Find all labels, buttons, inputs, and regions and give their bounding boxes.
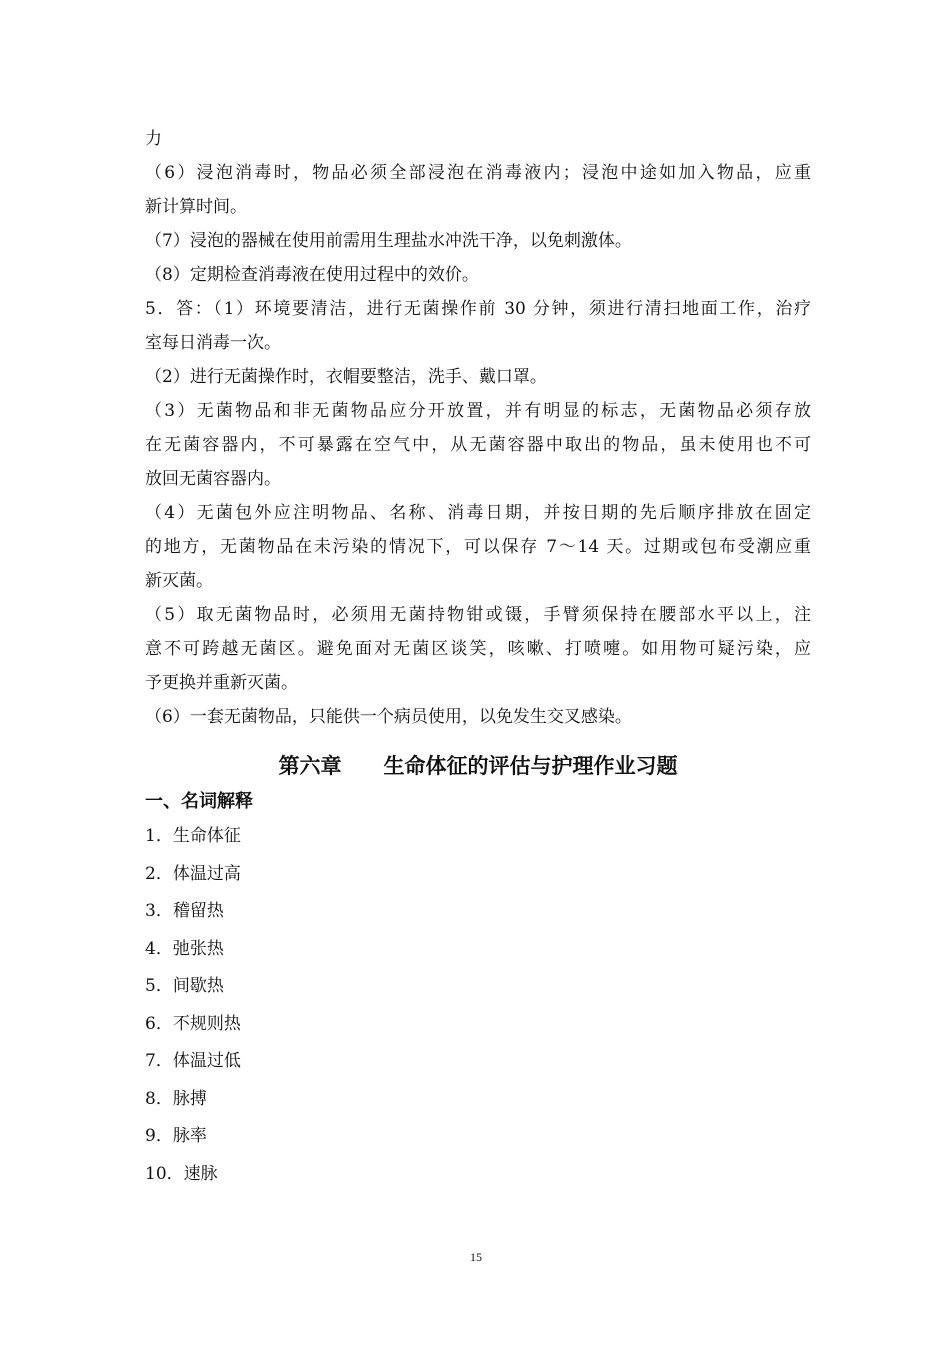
chapter-title: 第六章 生命体征的评估与护理作业习题 bbox=[278, 754, 678, 778]
text-line: 力 bbox=[145, 129, 162, 149]
answer-paragraphs bbox=[145, 122, 811, 734]
text-line: 新灭菌。 bbox=[145, 571, 213, 591]
term-list bbox=[145, 818, 811, 1193]
term-item: 7．体温过低 bbox=[145, 1051, 241, 1071]
text-line: （2）进行无菌操作时，衣帽要整洁，洗手、戴口罩。 bbox=[145, 367, 547, 387]
text-line: （5）取无菌物品时，必须用无菌持物钳或镊，手臂须保持在腰部水平以上，注 bbox=[145, 605, 811, 625]
text-line: （7）浸泡的器械在使用前需用生理盐水冲洗干净，以免刺激体。 bbox=[145, 231, 632, 251]
term-item: 1．生命体征 bbox=[145, 826, 241, 846]
text-line: （3）无菌物品和非无菌物品应分开放置，并有明显的标志，无菌物品必须存放 bbox=[145, 401, 811, 421]
term-item: 3．稽留热 bbox=[145, 901, 224, 921]
term-item: 6．不规则热 bbox=[145, 1013, 241, 1034]
text-line: （4）无菌包外应注明物品、名称、消毒日期，并按日期的先后顺序排放在固定 bbox=[145, 503, 811, 523]
text-line: 予更换并重新灭菌。 bbox=[145, 673, 298, 693]
text-line: 意不可跨越无菌区。避免面对无菌区谈笑，咳嗽、打喷嚏。如用物可疑污染，应 bbox=[145, 639, 811, 659]
term-item: 4．弛张热 bbox=[145, 938, 224, 959]
term-item: 8．脉搏 bbox=[145, 1088, 207, 1109]
text-line: （6）浸泡消毒时，物品必须全部浸泡在消毒液内；浸泡中途如加入物品，应重 bbox=[145, 163, 811, 183]
text-line: （8）定期检查消毒液在使用过程中的效价。 bbox=[145, 265, 479, 285]
text-line: 5．答：（1）环境要清洁，进行无菌操作前 30 分钟，须进行清扫地面工作，治疗 bbox=[145, 299, 811, 319]
term-item: 2．体温过高 bbox=[145, 863, 241, 884]
text-line: （6）一套无菌物品，只能供一个病员使用，以免发生交叉感染。 bbox=[145, 707, 632, 727]
text-line: 新计算时间。 bbox=[145, 197, 247, 217]
section-heading: 一、名词解释 bbox=[145, 791, 253, 812]
text-line: 在无菌容器内，不可暴露在空气中，从无菌容器中取出的物品，虽未使用也不可 bbox=[145, 435, 811, 455]
page-content bbox=[145, 122, 811, 1193]
page-number: 15 bbox=[470, 1250, 482, 1264]
term-item: 10．速脉 bbox=[145, 1163, 218, 1184]
term-item: 5．间歇热 bbox=[145, 976, 224, 996]
text-line: 室每日消毒一次。 bbox=[145, 333, 281, 353]
text-line: 的地方，无菌物品在未污染的情况下，可以保存 7～14 天。过期或包布受潮应重 bbox=[145, 537, 811, 557]
term-item: 9．脉率 bbox=[145, 1126, 207, 1146]
text-line: 放回无菌容器内。 bbox=[145, 469, 281, 489]
